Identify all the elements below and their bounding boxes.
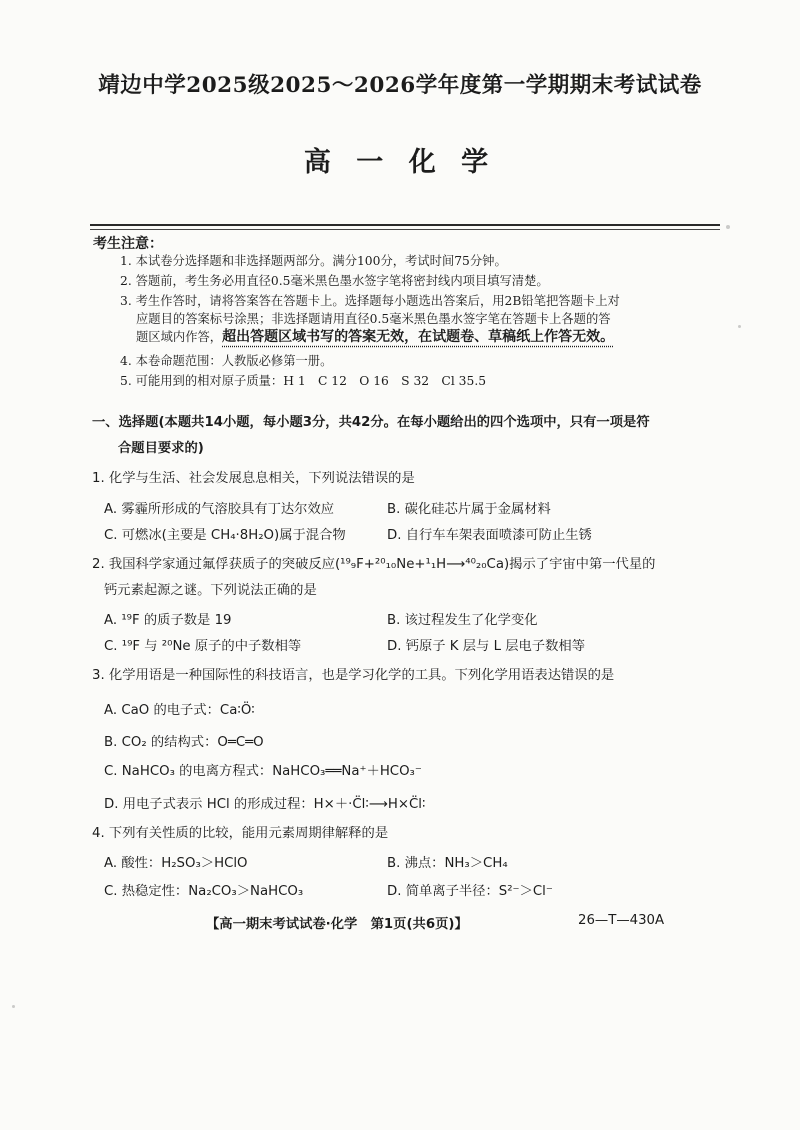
question-3-option-a: A. CaO 的电子式：Ca∶Ö∶ — [104, 703, 255, 718]
notice-item-3-text: 题区域内作答， — [136, 330, 223, 344]
question-1-option-b: B. 碳化硅芯片属于金属材料 — [387, 502, 551, 517]
question-4-option-b: B. 沸点：NH₃＞CH₄ — [387, 856, 508, 871]
notice-emphasis: 超出答题区域书写的答案无效，在试题卷、草稿纸上作答无效。 — [222, 329, 615, 345]
question-2-option-c: C. ¹⁹F 与 ²⁰Ne 原子的中子数相等 — [104, 639, 302, 654]
question-3-stem: 3. 化学用语是一种国际性的科技语言，也是学习化学的工具。下列化学用语表达错误的是 — [92, 668, 615, 683]
notice-item-3-line-2: 应题目的答案标号涂黑；非选择题请用直径0.5毫米黑色墨水签字笔在答题卡上各题的答 — [136, 312, 611, 326]
question-1-option-d: D. 自行车车架表面喷漆可防止生锈 — [387, 528, 592, 543]
notice-item-3-line-3 — [136, 328, 716, 347]
question-1-option-c: C. 可燃冰(主要是 CH₄·8H₂O)属于混合物 — [104, 528, 346, 543]
question-3-option-b: B. CO₂ 的结构式：O═C═O — [104, 735, 264, 750]
question-4-stem: 4. 下列有关性质的比较，能用元素周期律解释的是 — [92, 826, 389, 841]
notice-item-1: 1. 本试卷分选择题和非选择题两部分。满分100分，考试时间75分钟。 — [120, 254, 507, 268]
question-4-option-c: C. 热稳定性：Na₂CO₃＞NaHCO₃ — [104, 884, 304, 899]
page-footer: 【高一期末考试试卷·化学 第1页(共6页)】 — [206, 917, 468, 932]
question-4-option-a: A. 酸性：H₂SO₃＞HClO — [104, 856, 248, 871]
question-2-option-a: A. ¹⁹F 的质子数是 19 — [104, 613, 232, 628]
section-heading-line-2: 合题目要求的) — [118, 441, 204, 456]
question-1-option-a: A. 雾霾所形成的气溶胶具有丁达尔效应 — [104, 502, 335, 517]
question-2-stem-line-1: 2. 我国科学家通过氟俘获质子的突破反应(¹⁹₉F+²⁰₁₀Ne+¹₁H⟶⁴⁰₂₀Ca)揭示了宇宙中第一代星的 — [92, 557, 656, 572]
exam-code: 26—T—430A — [578, 913, 665, 928]
exam-title: 靖边中学2025级2025～2026学年度第一学期期末考试试卷 — [98, 73, 702, 98]
notice-heading: 考生注意： — [93, 236, 163, 252]
scan-speck — [738, 325, 741, 328]
question-2-option-b: B. 该过程发生了化学变化 — [387, 613, 538, 628]
question-2-stem-line-2: 钙元素起源之谜。下列说法正确的是 — [104, 583, 317, 598]
notice-item-3-line-1: 3. 考生作答时，请将答案答在答题卡上。选择题每小题选出答案后，用2B铅笔把答题卡上对 — [120, 294, 620, 308]
question-4-option-d: D. 简单离子半径：S²⁻＞Cl⁻ — [387, 884, 553, 899]
subject-title: 高 一 化 学 — [303, 147, 497, 178]
scan-speck — [12, 1005, 15, 1008]
notice-item-4: 4. 本卷命题范围：人教版必修第一册。 — [120, 354, 333, 368]
question-2-option-d: D. 钙原子 K 层与 L 层电子数相等 — [387, 639, 585, 654]
question-3-option-d: D. 用电子式表示 HCl 的形成过程：H×＋·C̈l∶⟶H×C̈l∶ — [104, 797, 426, 812]
notice-item-2: 2. 答题前，考生务必用直径0.5毫米黑色墨水签字笔将密封线内项目填写清楚。 — [120, 274, 549, 288]
notice-item-5: 5. 可能用到的相对原子质量：H 1 C 12 O 16 S 32 Cl 35.5 — [120, 374, 487, 388]
scan-speck — [726, 225, 730, 229]
header-divider-thin — [90, 229, 720, 230]
question-3-option-c: C. NaHCO₃ 的电离方程式：NaHCO₃══Na⁺＋HCO₃⁻ — [104, 764, 422, 779]
question-1-stem: 1. 化学与生活、社会发展息息相关，下列说法错误的是 — [92, 471, 415, 486]
header-divider — [90, 224, 720, 226]
section-heading-line-1: 一、选择题(本题共14小题，每小题3分，共42分。在每小题给出的四个选项中，只有一项是符 — [92, 415, 650, 430]
